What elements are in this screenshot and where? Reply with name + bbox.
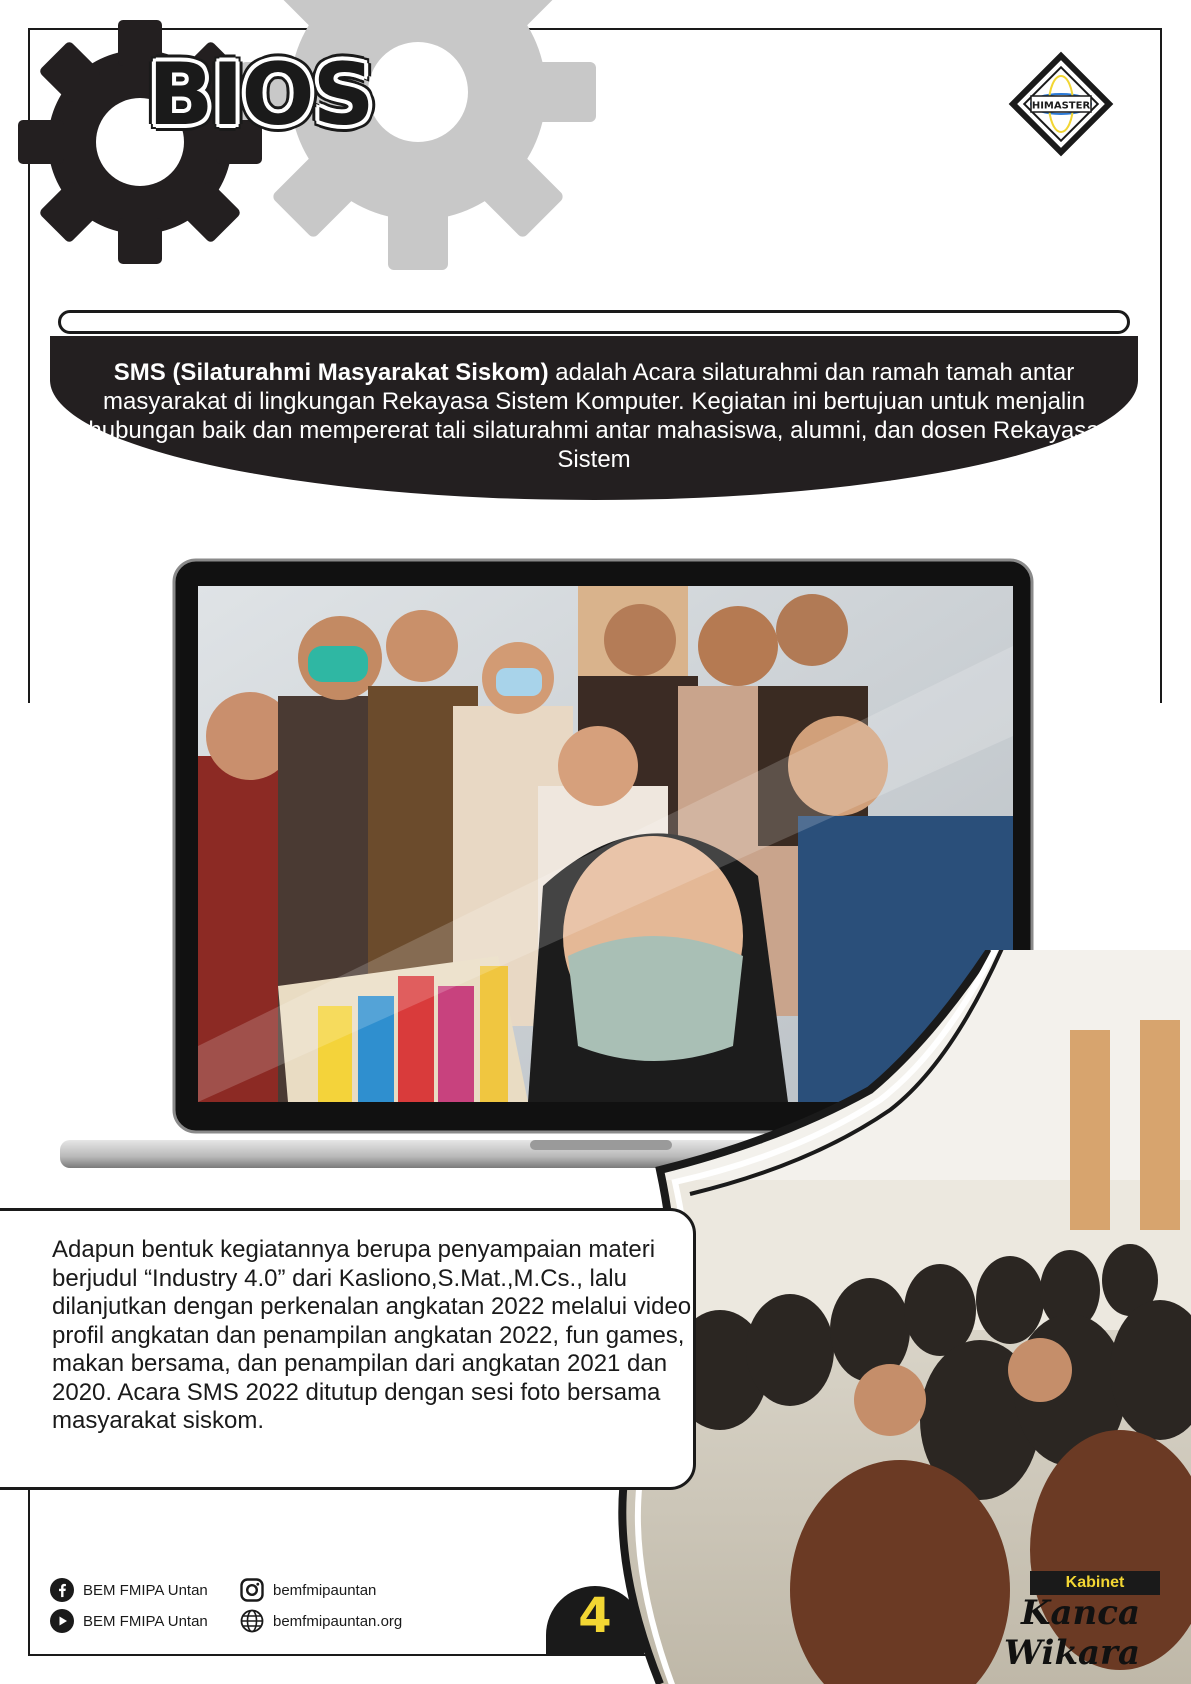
play-icon — [50, 1609, 74, 1633]
website-label: bemfmipauntan.org — [273, 1612, 403, 1630]
himaster-logo-icon — [1005, 48, 1117, 160]
footer-facebook[interactable] — [50, 1577, 208, 1603]
logo-text: HIMASTER — [1031, 100, 1091, 112]
description-top-bar — [58, 310, 1130, 334]
footer-youtube[interactable] — [50, 1608, 208, 1634]
kabinet-label: Kabinet — [1030, 1571, 1160, 1595]
globe-icon — [240, 1609, 264, 1633]
facebook-icon — [50, 1578, 74, 1602]
instagram-label: bemfmipauntan — [273, 1581, 377, 1599]
activity-description: Adapun bentuk kegiatannya berupa penyampaian materi berjudul “Industry 4.0” dari Kasliono,S.Mat.,M.Cs., lalu dilanjutkan dengan perkenalan angkatan 2022 melalui video profil angkatan dan penampilan angkatan 2022, fun games, makan bersama, dan penampilan dari angkatan 2021 dan 2020. Acara SMS 2022 ditutup dengan sesi foto bersama masyarakat siskom. — [52, 1236, 692, 1434]
description-rest: adalah Acara silaturahmi dan ramah tamah antar masyarakat di lingkungan Rekayasa Sistem Komputer. Kegiatan ini bertujuan untuk menjalin hubungan baik dan mempererat tali silaturahmi antar mahasiswa, alumni, dan dosen Rekayasa Sistem — [88, 359, 1100, 473]
footer-instagram[interactable] — [240, 1577, 376, 1603]
description-bold: SMS (Silaturahmi Masyarakat Siskom) — [113, 359, 549, 386]
page-number: 4 — [578, 1588, 612, 1644]
facebook-label: BEM FMIPA Untan — [83, 1581, 208, 1599]
description-text — [80, 358, 1108, 474]
page-title: BIOS — [148, 45, 373, 145]
youtube-label: BEM FMIPA Untan — [83, 1612, 208, 1630]
frame-right-line — [1160, 28, 1162, 703]
frame-left-lower-line — [28, 1490, 30, 1655]
instagram-icon — [240, 1578, 264, 1602]
footer-website[interactable] — [240, 1608, 402, 1634]
kabinet-name: Kanca Wikara — [1003, 1593, 1140, 1673]
